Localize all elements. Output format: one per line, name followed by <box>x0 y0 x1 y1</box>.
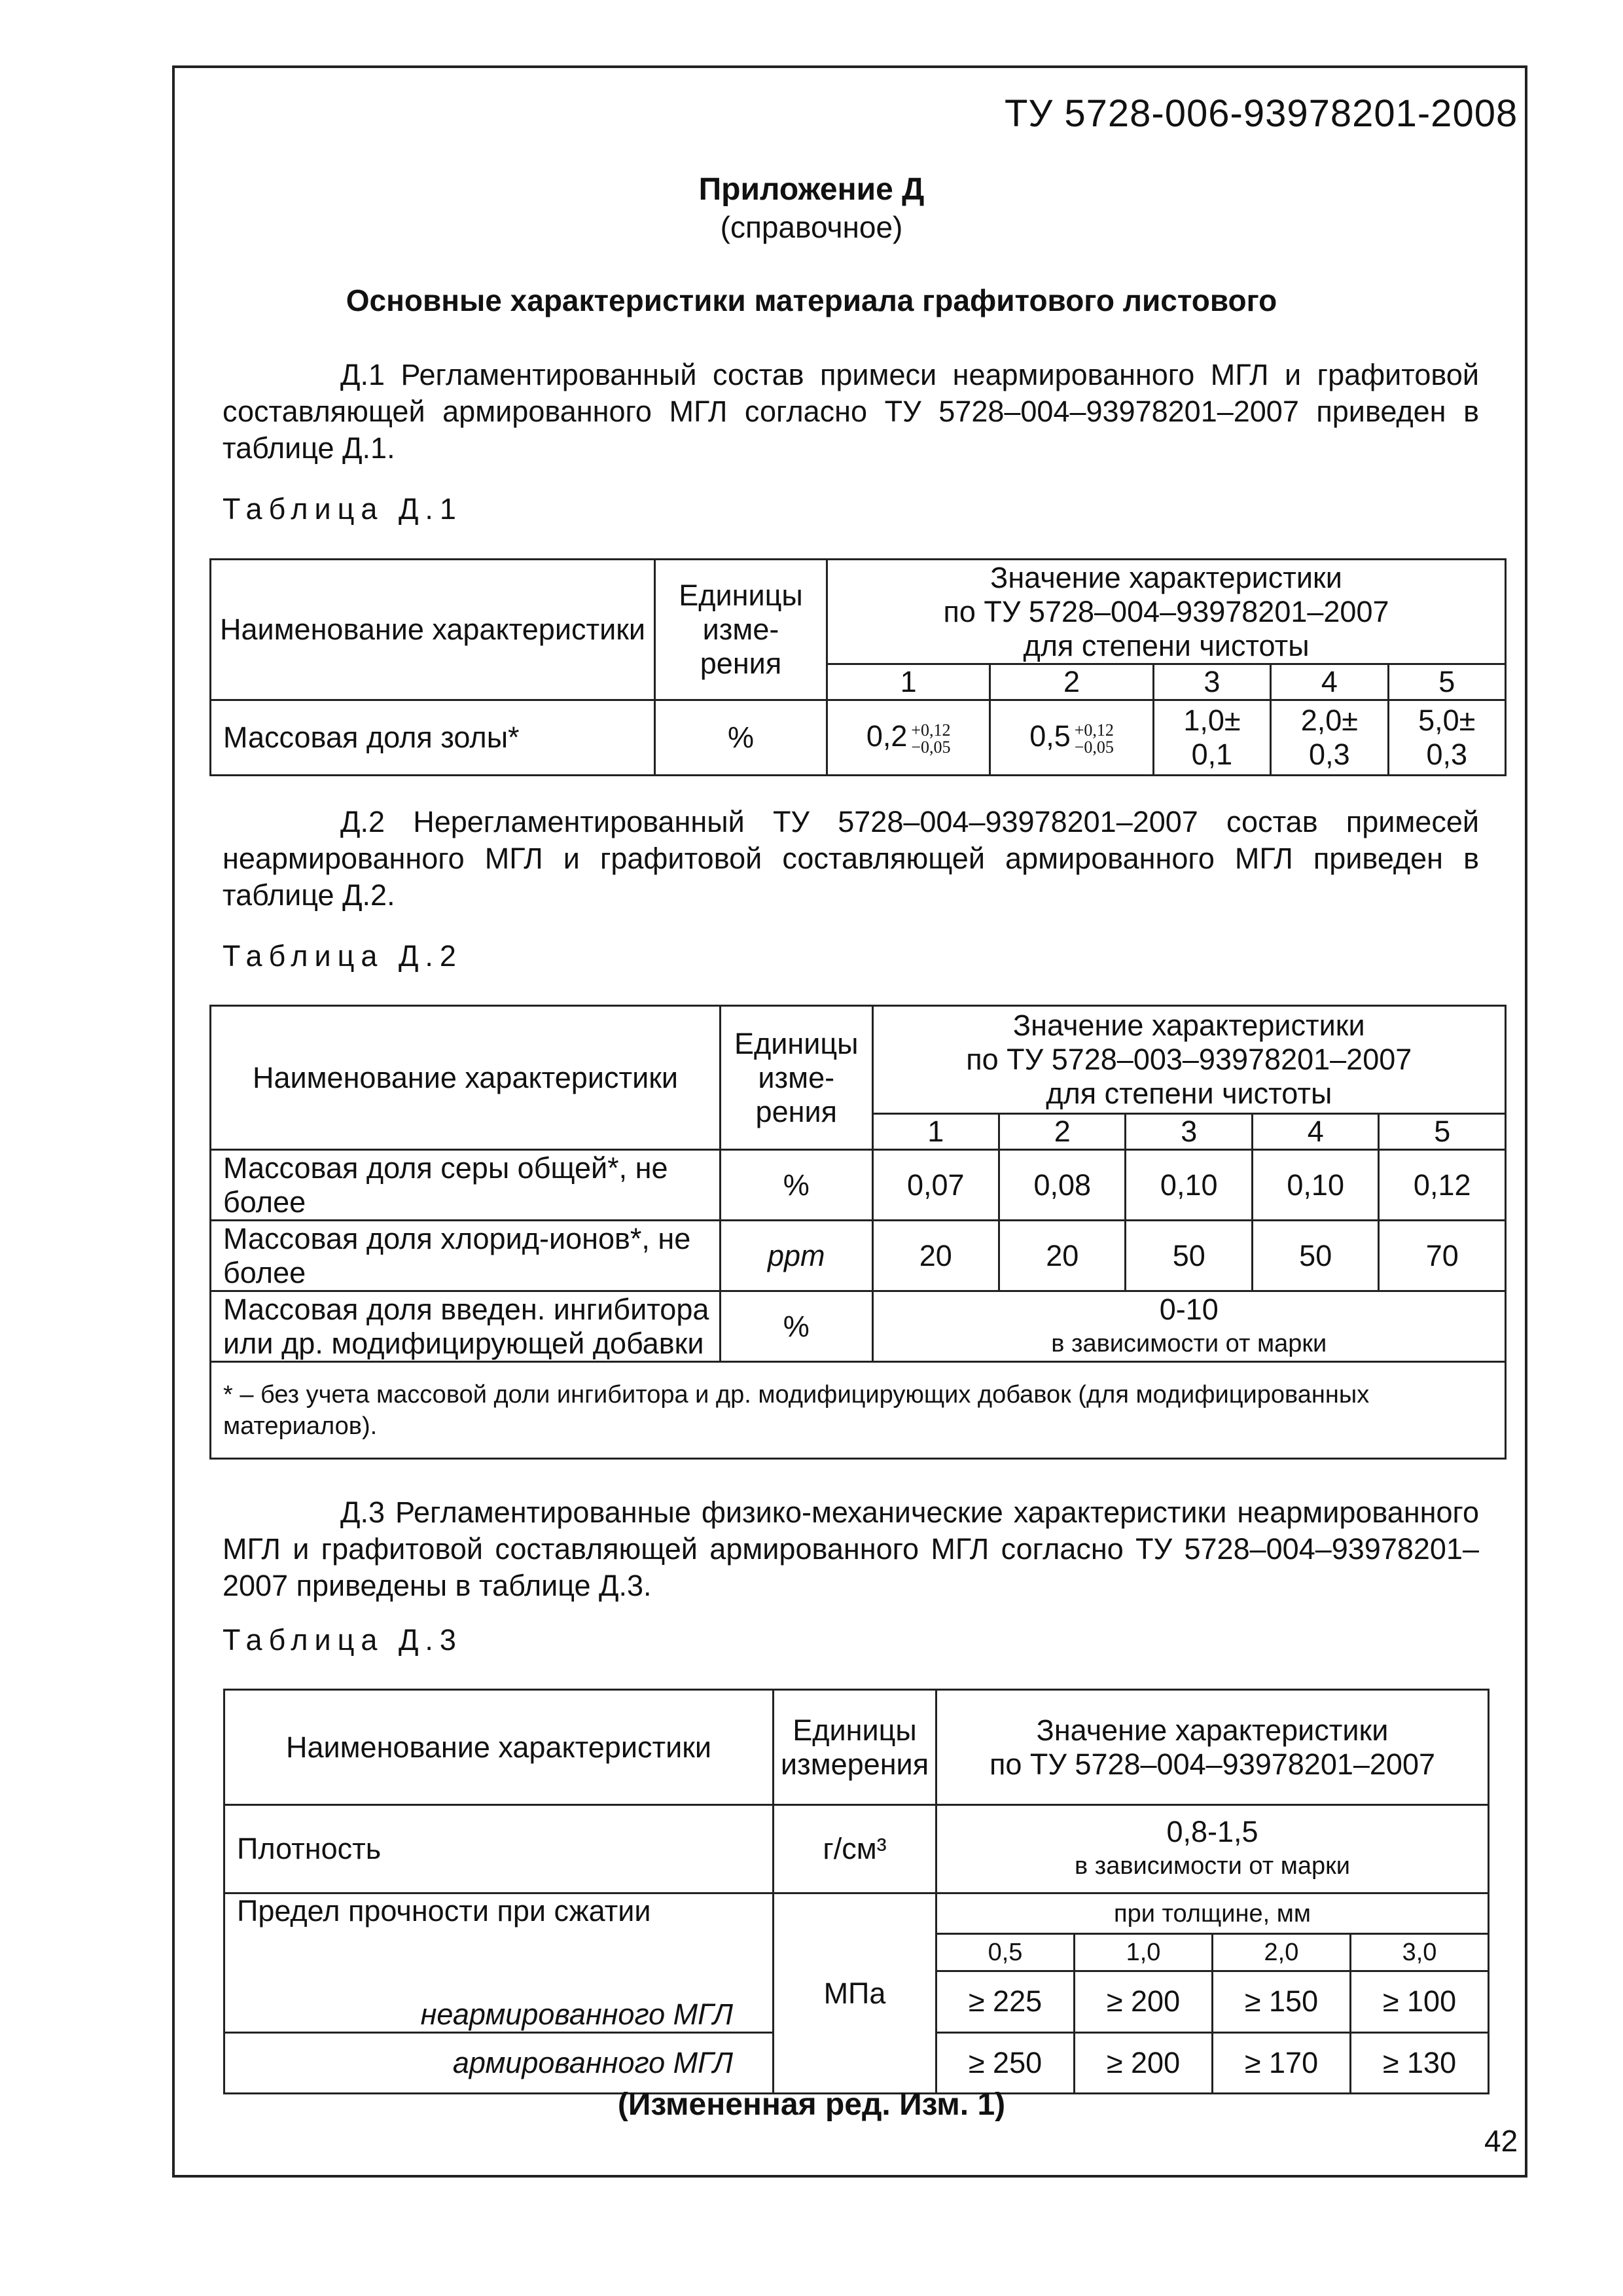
table2-row-unit: ppm <box>721 1221 873 1291</box>
table3-strength-name: Предел прочности при сжатии <box>224 1893 774 1934</box>
table3-cell: ≥ 200 <box>1074 2032 1212 2093</box>
table2-cell: 70 <box>1379 1221 1506 1291</box>
table2-footnote: * – без учета массовой доли ингибитора и др. модифицирующих добавок (для модифицированных материалов). <box>211 1362 1506 1459</box>
table3-header-name: Наименование характеристики <box>224 1690 774 1805</box>
table3-row-name: неармированного МГЛ <box>224 1934 774 2032</box>
table3-thickness: 2,0 <box>1212 1934 1350 1971</box>
table1-cell: 5,0± 0,3 <box>1388 700 1505 776</box>
table3-cell: ≥ 200 <box>1074 1971 1212 2032</box>
table1-header-units: Единицы изме-рения <box>655 560 827 700</box>
main-heading: Основные характеристики материала графитового листового <box>346 283 1277 317</box>
table3-caption: Таблица Д.3 <box>223 1623 463 1657</box>
table2-cell: 0,08 <box>999 1150 1126 1221</box>
page-number: 42 <box>1484 2124 1518 2158</box>
table1-caption: Таблица Д.1 <box>223 492 463 526</box>
table2-cell: 50 <box>1252 1221 1378 1291</box>
document-id: ТУ 5728-006-93978201-2008 <box>1005 92 1518 135</box>
table3-strength-unit: МПа <box>774 1893 936 2094</box>
appendix-title: Приложение Д <box>698 172 925 207</box>
table3-thickness-label: при толщине, мм <box>936 1893 1489 1934</box>
table2-caption: Таблица Д.2 <box>223 939 463 973</box>
edition-note: (Измененная ред. Изм. 1) <box>617 2087 1006 2122</box>
table2-header-value: Значение характеристики по ТУ 5728–003–93978201–2007 для степени чистоты <box>872 1006 1505 1114</box>
table3-cell: ≥ 150 <box>1212 1971 1350 2032</box>
table3-header-units: Единицы измерения <box>774 1690 936 1805</box>
table1-cell: 0,5 +0,12 −0,05 <box>990 700 1153 776</box>
table2-row-name: Массовая доля введен. ингибитора или др. модифицирующей добавки <box>211 1291 721 1362</box>
paragraph-d1: Д.1 Регламентированный состав примеси неармированного МГЛ и графитовой составляющей армированного МГЛ согласно ТУ 5728–004–93978201–2007 приведен в таблице Д.1. <box>223 358 1479 465</box>
paragraph-d3: Д.3 Регламентированные физико-механические характеристики неармированного МГЛ и графитовой составляющей армированного МГЛ согласно ТУ 5728–004–93978201–2007 приведены в таблице Д.3. <box>223 1496 1479 1602</box>
table2-cell: 50 <box>1126 1221 1252 1291</box>
table3-cell: ≥ 250 <box>936 2032 1075 2093</box>
table3-thickness: 1,0 <box>1074 1934 1212 1971</box>
table1-row-unit: % <box>655 700 827 776</box>
table1-header-value: Значение характеристики по ТУ 5728–004–93978201–2007 для степени чистоты <box>827 560 1506 664</box>
table1-grade: 2 <box>990 664 1153 700</box>
table3-thickness: 0,5 <box>936 1934 1075 1971</box>
table2-cell: 0,07 <box>872 1150 999 1221</box>
table2-cell: 20 <box>999 1221 1126 1291</box>
table2-grade: 4 <box>1252 1114 1378 1150</box>
table3-row-name: армированного МГЛ <box>224 2032 774 2093</box>
table-d1 <box>209 558 1507 776</box>
table3-density-name: Плотность <box>224 1805 774 1893</box>
table3-cell: ≥ 170 <box>1212 2032 1350 2093</box>
table2-row-name: Массовая доля хлорид-ионов*, не более <box>211 1221 721 1291</box>
table1-grade: 5 <box>1388 664 1505 700</box>
paragraph-d2: Д.2 Нерегламентированный ТУ 5728–004–93978201–2007 состав примесей неармированного МГЛ и графитовой составляющей армированного МГЛ приведен в таблице Д.2. <box>223 805 1479 912</box>
table2-grade: 3 <box>1126 1114 1252 1150</box>
table3-thickness: 3,0 <box>1350 1934 1488 1971</box>
table2-header-name: Наименование характеристики <box>211 1006 721 1150</box>
table1-grade: 4 <box>1271 664 1388 700</box>
table1-header-name: Наименование характеристики <box>211 560 655 700</box>
table3-cell: ≥ 130 <box>1350 2032 1488 2093</box>
table2-row-unit: % <box>721 1150 873 1221</box>
table-d2 <box>209 1005 1507 1460</box>
table2-grade: 2 <box>999 1114 1126 1150</box>
table2-cell: 20 <box>872 1221 999 1291</box>
table2-grade: 5 <box>1379 1114 1506 1150</box>
table3-cell: ≥ 100 <box>1350 1971 1488 2032</box>
table3-density-unit: г/см³ <box>774 1805 936 1893</box>
table1-row-name: Массовая доля золы* <box>211 700 655 776</box>
table3-cell: ≥ 225 <box>936 1971 1075 2032</box>
table1-grade: 1 <box>827 664 990 700</box>
table2-header-units: Единицы изме-рения <box>721 1006 873 1150</box>
table2-cell: 0,10 <box>1252 1150 1378 1221</box>
table1-cell: 1,0± 0,1 <box>1153 700 1270 776</box>
table2-cell: 0,10 <box>1126 1150 1252 1221</box>
table2-row-unit: % <box>721 1291 873 1362</box>
table1-cell: 0,2 +0,12 −0,05 <box>827 700 990 776</box>
table2-row-name: Массовая доля серы общей*, не более <box>211 1150 721 1221</box>
table2-merged-value: 0-10 в зависимости от марки <box>872 1291 1505 1362</box>
appendix-subtitle: (справочное) <box>720 210 903 244</box>
table2-grade: 1 <box>872 1114 999 1150</box>
table1-grade: 3 <box>1153 664 1270 700</box>
table-d3 <box>223 1689 1489 2094</box>
table3-header-value: Значение характеристики по ТУ 5728–004–93978201–2007 <box>936 1690 1489 1805</box>
table3-density-value: 0,8-1,5 в зависимости от марки <box>936 1805 1489 1893</box>
table2-cell: 0,12 <box>1379 1150 1506 1221</box>
table1-cell: 2,0± 0,3 <box>1271 700 1388 776</box>
